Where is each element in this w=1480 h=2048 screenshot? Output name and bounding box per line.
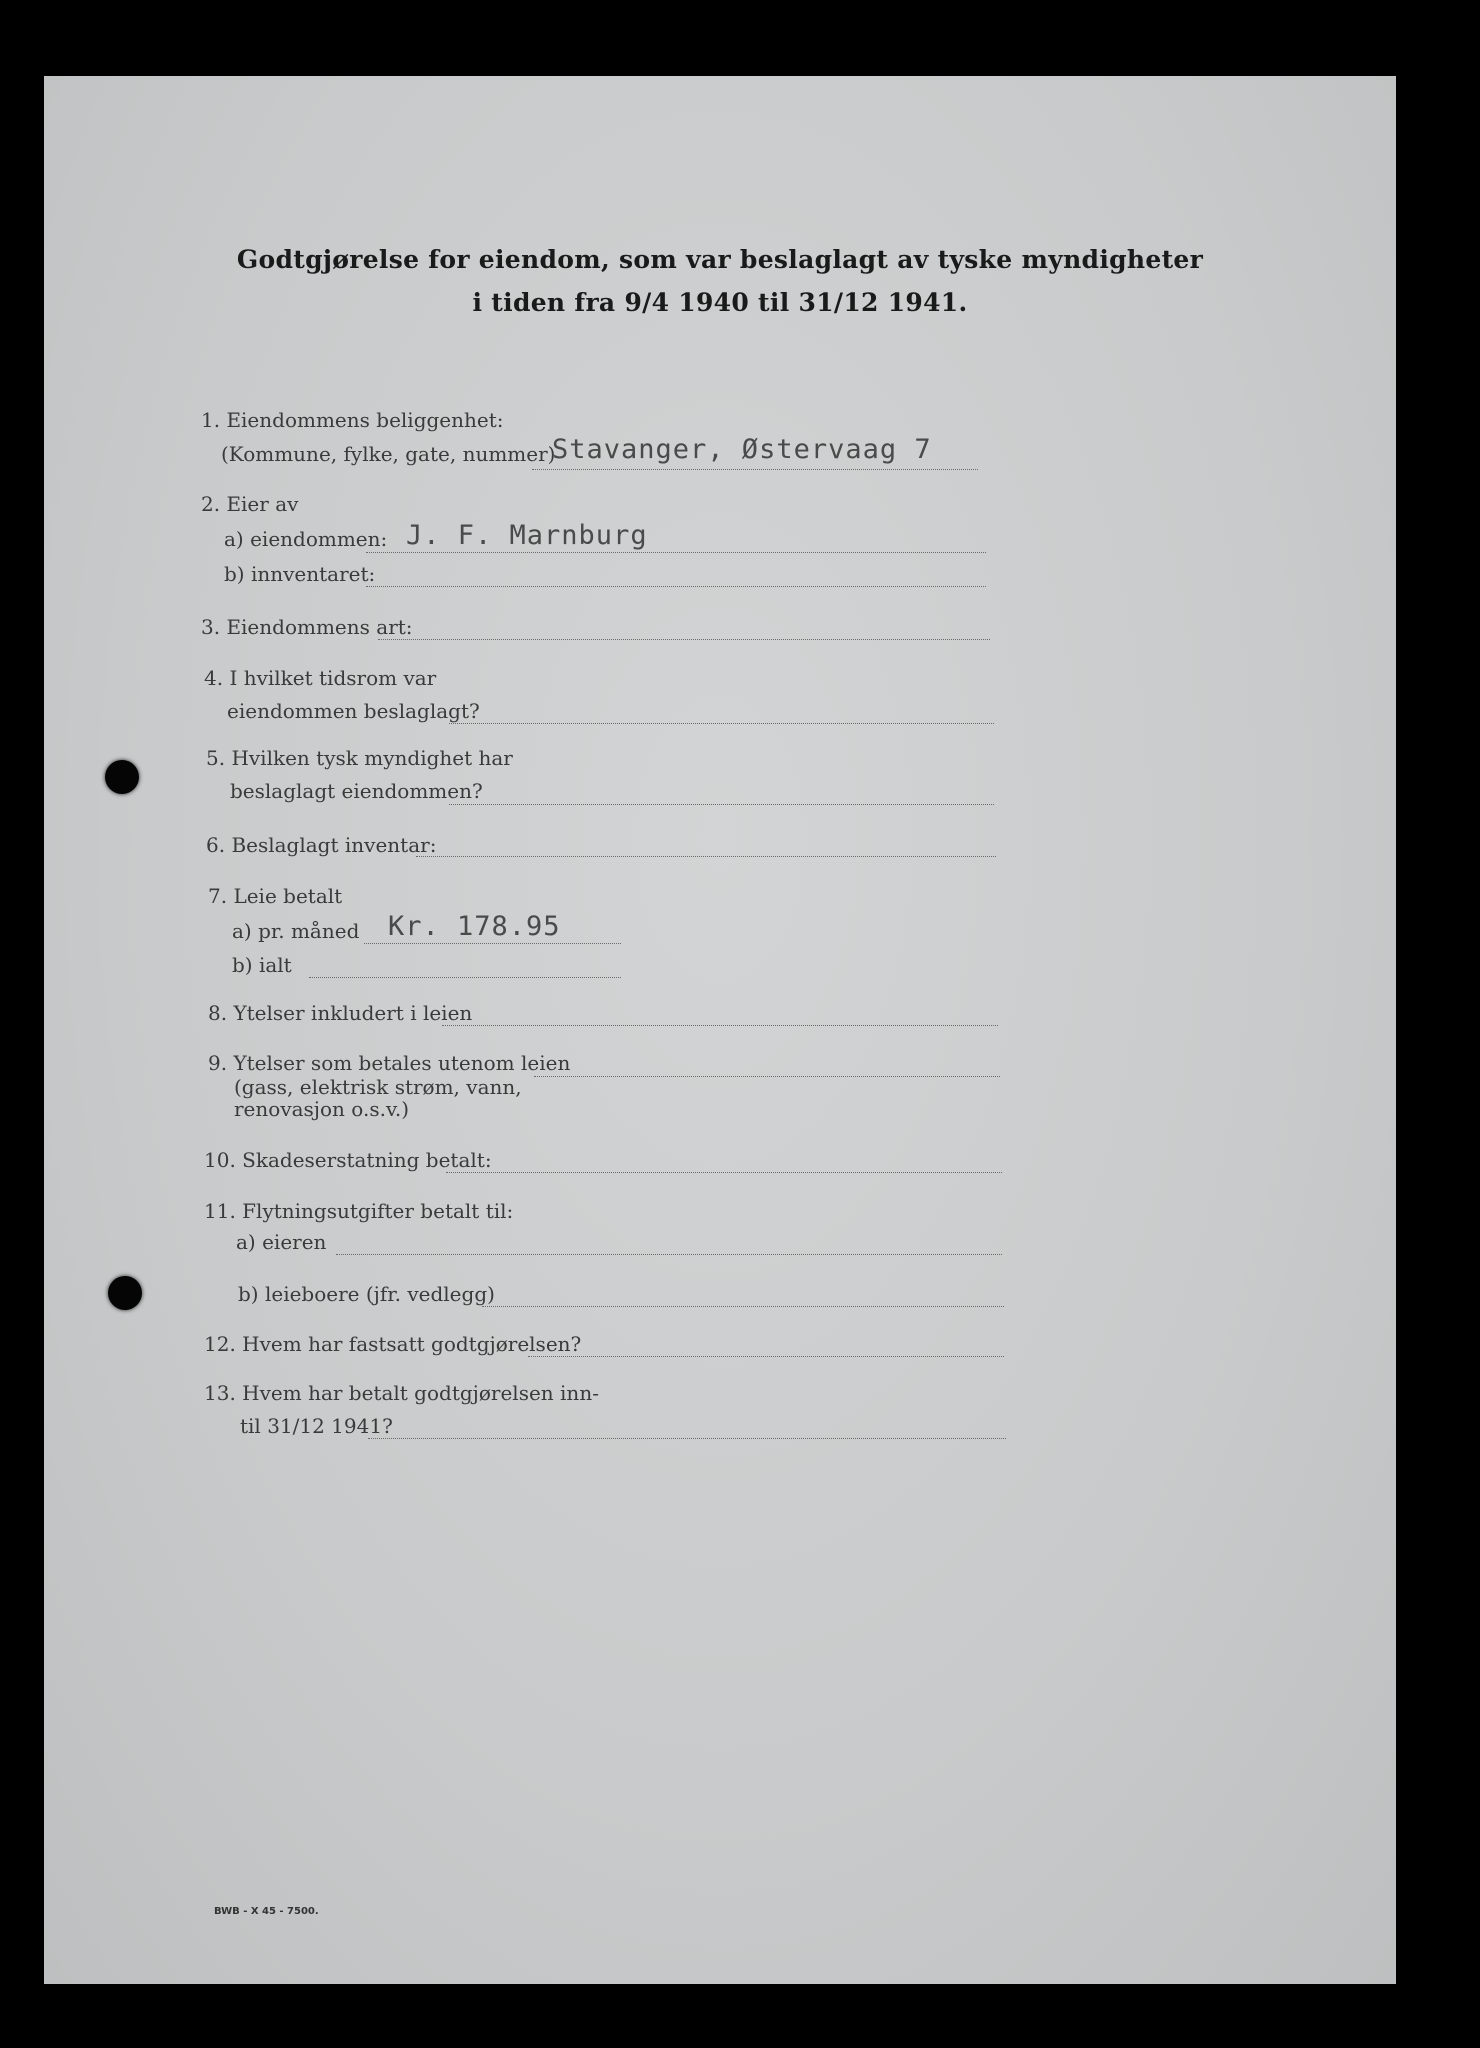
- form-title: [44, 238, 1396, 324]
- q4-label: 4. I hvilket tidsrom var: [204, 666, 437, 690]
- q11a-label: a) eieren: [236, 1230, 327, 1254]
- q2a-answer: J. F. Marnburg: [406, 520, 648, 551]
- q7a-answer-line: [364, 943, 621, 944]
- q9-sublabel-1: (gass, elektrisk strøm, vann,: [234, 1075, 522, 1099]
- q9-label: 9. Ytelser som betales utenom leien: [208, 1051, 571, 1075]
- q9-sublabel-2: renovasjon o.s.v.): [234, 1097, 410, 1121]
- q12-label: 12. Hvem har fastsatt godtgjørelsen?: [204, 1332, 582, 1356]
- q1-answer-line: [532, 469, 978, 470]
- q6-label: 6. Beslaglagt inventar:: [206, 833, 437, 857]
- q10-label: 10. Skadeserstatning betalt:: [204, 1148, 492, 1172]
- q11b-answer-line: [482, 1306, 1004, 1307]
- q11a-answer-line: [336, 1254, 1002, 1255]
- q1-answer: Stavanger, Østervaag 7: [552, 434, 932, 465]
- print-mark: BWB - X 45 - 7500.: [214, 1906, 319, 1917]
- q3-label: 3. Eiendommens art:: [201, 615, 413, 639]
- q8-label: 8. Ytelser inkludert i leien: [208, 1001, 473, 1025]
- q13-label: 13. Hvem har betalt godtgjørelsen inn-: [204, 1381, 599, 1405]
- q7a-answer: Kr. 178.95: [388, 911, 561, 942]
- title-line-1: Godtgjørelse for eiendom, som var beslaglagt av tyske myndigheter: [236, 245, 1204, 274]
- q7b-label: b) ialt: [232, 953, 292, 977]
- q13-answer-line: [368, 1438, 1006, 1439]
- q3-answer-line: [378, 639, 990, 640]
- q8-answer-line: [442, 1025, 998, 1026]
- q5-sublabel: beslaglagt eiendommen?: [230, 779, 483, 803]
- q5-label: 5. Hvilken tysk myndighet har: [206, 746, 513, 770]
- q7b-answer-line: [309, 977, 621, 978]
- q11-label: 11. Flytningsutgifter betalt til:: [204, 1199, 514, 1223]
- q10-answer-line: [446, 1172, 1002, 1173]
- q13-sublabel: til 31/12 1941?: [240, 1414, 393, 1438]
- q1-label: 1. Eiendommens beliggenhet:: [201, 408, 504, 432]
- title-line-2: i tiden fra 9/4 1940 til 31/12 1941.: [472, 288, 968, 317]
- form-page: [44, 76, 1396, 1984]
- q7a-label: a) pr. måned: [232, 919, 360, 943]
- q9-answer-line: [534, 1076, 1000, 1077]
- q2a-answer-line: [366, 552, 986, 553]
- q2b-label: b) innventaret:: [224, 562, 376, 586]
- q4-answer-line: [449, 723, 994, 724]
- q2-label: 2. Eier av: [201, 492, 299, 516]
- q2b-answer-line: [366, 586, 986, 587]
- q7-label: 7. Leie betalt: [208, 884, 343, 908]
- q5-answer-line: [449, 804, 994, 805]
- q11b-label: b) leieboere (jfr. vedlegg): [238, 1282, 495, 1306]
- q12-answer-line: [528, 1356, 1004, 1357]
- punch-hole-bottom: [108, 1276, 142, 1310]
- q4-sublabel: eiendommen beslaglagt?: [227, 699, 480, 723]
- punch-hole-top: [105, 760, 139, 794]
- q6-answer-line: [416, 856, 996, 857]
- q1-sublabel: (Kommune, fylke, gate, nummer): [221, 442, 556, 466]
- q2a-label: a) eiendommen:: [224, 527, 388, 551]
